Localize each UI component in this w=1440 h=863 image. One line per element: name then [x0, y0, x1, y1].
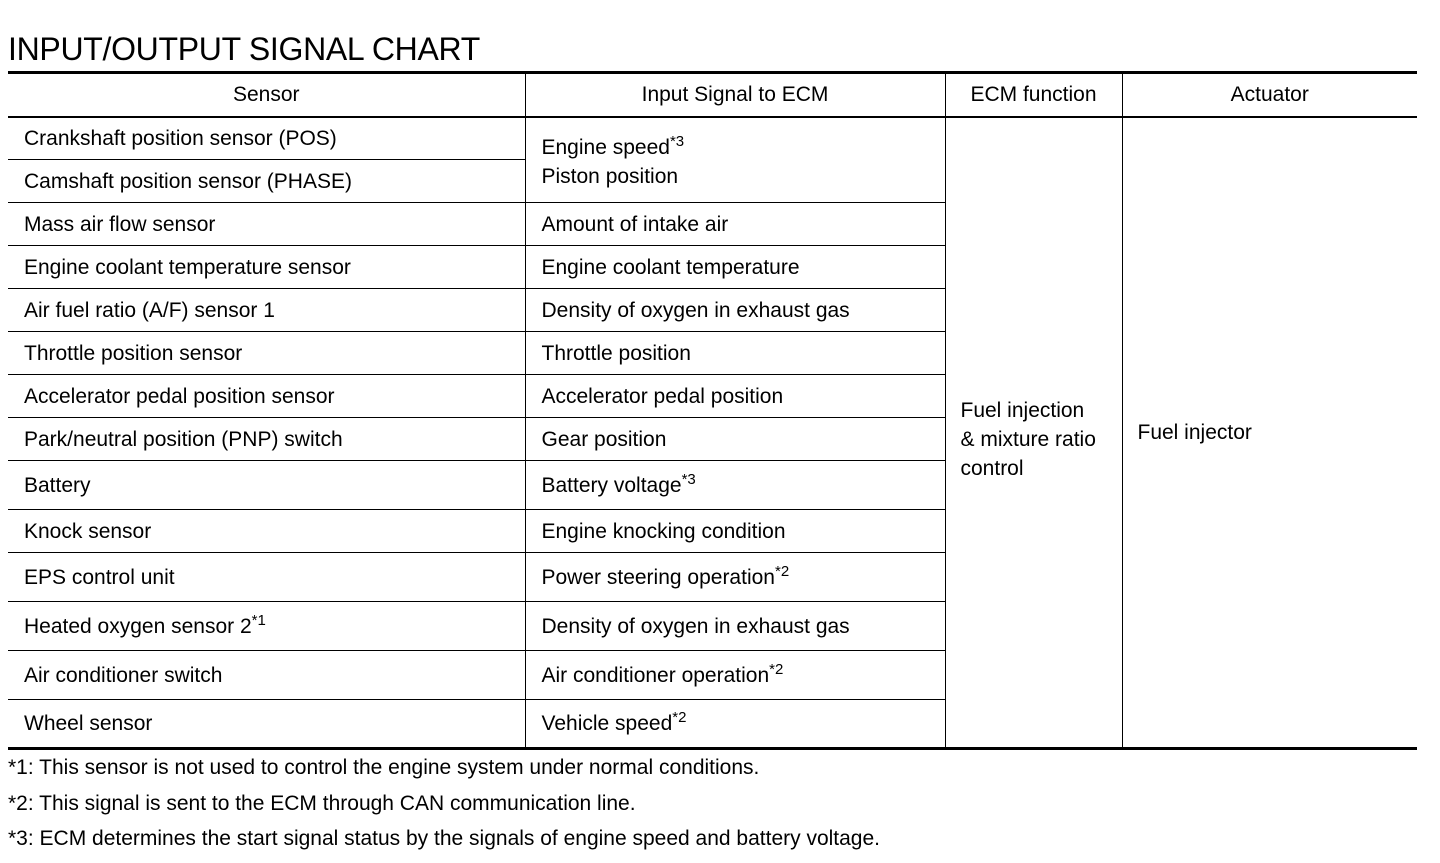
actuator-cell: [1122, 117, 1417, 749]
footnote-ref: *3: [681, 470, 696, 488]
footnote-ref: *1: [251, 611, 266, 629]
signal-cell: Accelerator pedal position: [525, 375, 945, 418]
ecm-function-line: & mixture ratio: [960, 427, 1096, 451]
page-title: INPUT/OUTPUT SIGNAL CHART: [8, 31, 480, 67]
signal-cell: Engine knocking condition: [525, 510, 945, 553]
header-row: [8, 73, 1417, 117]
signal-text: Air conditioner operation: [541, 663, 770, 687]
signal-cell: [525, 700, 945, 749]
footnote-ref: *3: [669, 132, 685, 150]
signal-cell: Amount of intake air: [525, 203, 945, 246]
signal-text: Vehicle speed: [541, 712, 673, 735]
sensor-cell: Camshaft position sensor (PHASE): [8, 160, 525, 203]
sensor-cell: Knock sensor: [8, 510, 525, 553]
signal-text: Engine speed: [541, 135, 670, 159]
sensor-cell: EPS control unit: [8, 553, 525, 602]
header-sensor: Sensor: [8, 73, 525, 117]
header-input-signal: Input Signal to ECM: [525, 73, 945, 117]
signal-text: Piston position: [541, 164, 679, 188]
signal-cell: Gear position: [525, 418, 945, 461]
signal-cell: Throttle position: [525, 332, 945, 375]
footnote-ref: *2: [769, 660, 784, 678]
signal-cell: [525, 461, 945, 510]
signal-cell: Density of oxygen in exhaust gas: [525, 602, 945, 651]
sensor-cell: Air conditioner switch: [8, 651, 525, 700]
ecm-function-line: Fuel injection: [960, 398, 1085, 422]
sensor-cell: Battery: [8, 461, 525, 510]
signal-cell-engine-speed: [525, 117, 945, 203]
sensor-cell: Accelerator pedal position sensor: [8, 375, 525, 418]
sensor-cell: Throttle position sensor: [8, 332, 525, 375]
actuator-text: Fuel injector: [1137, 420, 1252, 444]
signal-cell: [525, 553, 945, 602]
table-row: [8, 117, 1417, 160]
sensor-cell: [8, 602, 525, 651]
footnote: *3: ECM determines the start signal status by the signals of engine speed and battery voltage.: [8, 827, 881, 850]
footnote: *2: This signal is sent to the ECM through CAN communication line.: [8, 791, 636, 815]
sensor-cell: Wheel sensor: [8, 700, 525, 749]
ecm-function-line: control: [960, 456, 1024, 480]
footnote-ref: *2: [774, 562, 790, 580]
footnote-ref: *2: [672, 709, 687, 726]
ecm-function-cell: [945, 117, 1122, 749]
sensor-cell: Park/neutral position (PNP) switch: [8, 418, 525, 461]
sensor-cell: Engine coolant temperature sensor: [8, 246, 525, 289]
header-actuator: Actuator: [1122, 73, 1417, 117]
signal-cell: Density of oxygen in exhaust gas: [525, 289, 945, 332]
header-ecm-function: ECM function: [945, 73, 1122, 117]
signal-text: Power steering operation: [541, 565, 775, 589]
footnotes: [8, 756, 880, 863]
sensor-cell: Mass air flow sensor: [8, 203, 525, 246]
signal-chart-table: [8, 71, 1417, 750]
sensor-text: Heated oxygen sensor 2: [24, 614, 252, 638]
footnote: *1: This sensor is not used to control the engine system under normal conditions.: [8, 756, 760, 779]
sensor-cell: Crankshaft position sensor (POS): [8, 117, 525, 160]
sensor-cell: Air fuel ratio (A/F) sensor 1: [8, 289, 525, 332]
signal-cell: [525, 651, 945, 700]
signal-cell: Engine coolant temperature: [525, 246, 945, 289]
signal-text: Battery voltage: [541, 473, 682, 497]
